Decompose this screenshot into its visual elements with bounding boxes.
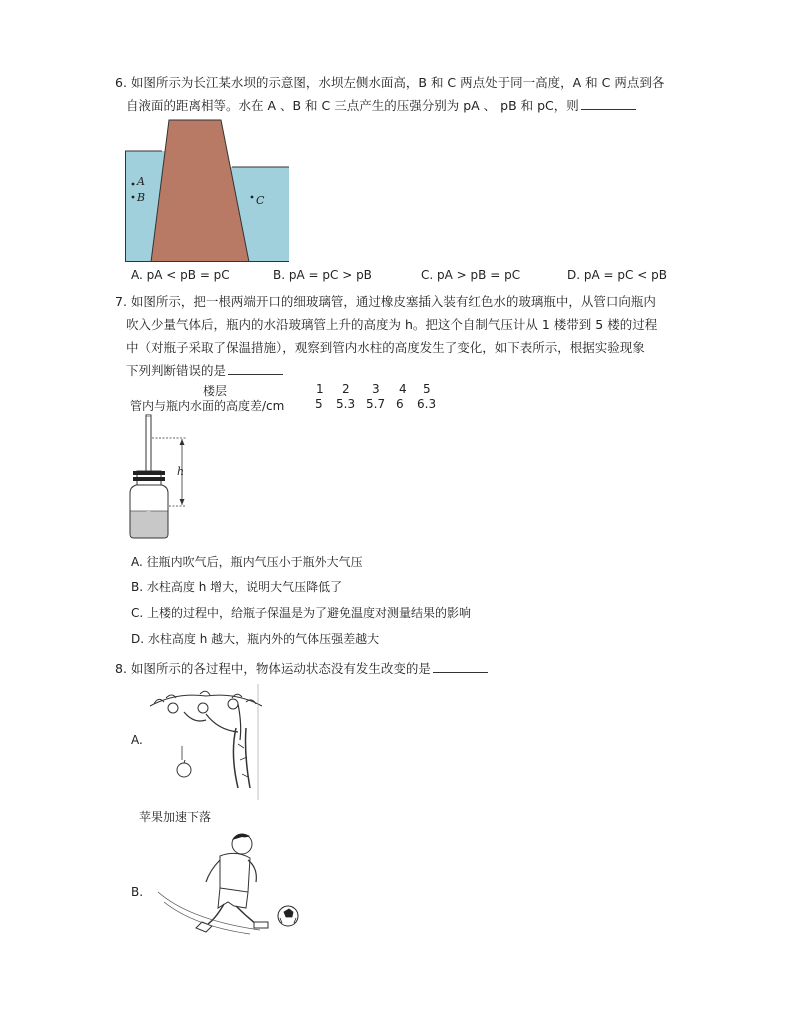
- q8-stem-text: 8. 如图所示的各过程中，物体运动状态没有发生改变的是: [115, 661, 431, 676]
- q6-option-a[interactable]: [131, 268, 230, 282]
- q7-stem-line4-text: 下列判断错误的是: [126, 363, 227, 378]
- dam-body: [151, 120, 249, 262]
- q7-answer-blank: [228, 362, 283, 375]
- tube-water-bottom: [147, 511, 151, 523]
- q7-option-a[interactable]: [131, 553, 363, 570]
- q7-option-b[interactable]: [131, 578, 342, 595]
- falling-apple-icon: [177, 763, 191, 777]
- q6-answer-blank: [581, 97, 636, 110]
- floor-2: 2: [342, 382, 350, 396]
- q7-option-d[interactable]: [131, 630, 379, 647]
- point-A-label: A: [137, 175, 145, 188]
- apple-3-icon: [228, 699, 238, 709]
- apple-1-icon: [168, 703, 178, 713]
- q6-option-c-letter: C.: [421, 268, 434, 282]
- floor-5: 5: [423, 382, 431, 396]
- floor-1: 1: [316, 382, 324, 396]
- q7-data-table: [130, 382, 450, 416]
- dam-diagram: [125, 118, 289, 262]
- q7-stem-line4: [126, 362, 283, 380]
- height-5: 6.3: [417, 397, 437, 411]
- q7-option-a-letter: A.: [131, 555, 143, 569]
- q6-stem-line2: [126, 97, 636, 115]
- rubber-stopper-bottom: [133, 477, 165, 481]
- point-A-dot: [132, 183, 135, 186]
- point-C-dot: [251, 196, 254, 199]
- point-B-label: B: [137, 191, 146, 204]
- q6-stem-line2-text: 自液面的距离相等。水在 A 、B 和 C 三点产生的压强分别为 pA 、 pB 和 pC，则: [126, 98, 579, 113]
- q8-option-a-caption: 苹果加速下落: [139, 810, 212, 824]
- player-right-shoe: [254, 922, 268, 928]
- tree-trunk: [233, 728, 250, 788]
- q7-option-b-text: 水柱高度 h 增大，说明大气压降低了: [146, 580, 343, 594]
- q6-stem-line1: 6. 如图所示为长江某水坝的示意图，水坝左侧水面高，B 和 C 两点处于同一高度，A 和 C 两点到各: [115, 75, 665, 90]
- player-shirt: [220, 853, 250, 893]
- q6-option-a-letter: A.: [131, 268, 143, 282]
- tube-water-column: [147, 415, 151, 417]
- player-shorts: [218, 888, 248, 908]
- rubber-stopper-top: [133, 471, 165, 475]
- q7-option-d-text: 水柱高度 h 越大，瓶内外的气体压强差越大: [147, 632, 380, 646]
- q6-option-b-letter: B.: [273, 268, 286, 282]
- q7-option-a-text: 往瓶内吹气后，瓶内气压小于瓶外大气压: [146, 555, 363, 569]
- q6-option-c[interactable]: [421, 268, 520, 282]
- q8-option-a-letter[interactable]: A.: [131, 733, 143, 747]
- q8-stem-line1: [115, 660, 488, 678]
- height-4: 6: [396, 397, 404, 411]
- q6-option-d-text: pA = pC < pB: [583, 268, 667, 282]
- q7-option-c-text: 上楼的过程中，给瓶子保温是为了避免温度对测量结果的影响: [147, 606, 472, 620]
- q7-stem-line2: 吹入少量气体后，瓶内的水沿玻璃管上升的高度为 h。把这个自制气压计从 1 楼带到 5 楼的过程: [126, 317, 658, 332]
- q7-option-c-letter: C.: [131, 606, 144, 620]
- q6-option-d-letter: D.: [567, 268, 581, 282]
- h-arrow-bottom: [180, 499, 185, 505]
- apple-2-icon: [198, 703, 208, 713]
- q6-option-a-text: pA < pB = pC: [146, 268, 230, 282]
- floor-4: 4: [399, 382, 407, 396]
- q7-option-b-letter: B.: [131, 580, 144, 594]
- height-1: 5: [315, 397, 323, 411]
- table-row-label: 管内与瓶内水面的高度差/cm: [130, 399, 285, 413]
- q6-option-c-text: pA > pB = pC: [437, 268, 521, 282]
- point-C-label: C: [256, 194, 265, 207]
- h-label: h: [177, 465, 185, 478]
- floor-3: 3: [372, 382, 380, 396]
- barometer-diagram: [118, 413, 208, 543]
- apple-tree-image: [146, 684, 266, 800]
- q6-option-b[interactable]: [273, 268, 372, 282]
- q7-option-d-letter: D.: [131, 632, 145, 646]
- q8-answer-blank: [433, 660, 488, 673]
- q7-stem-line1: 7. 如图所示，把一根两端开口的细玻璃管，通过橡皮塞插入装有红色水的玻璃瓶中，从管口向瓶内: [115, 294, 656, 309]
- q7-stem-line3: 中（对瓶子采取了保温措施），观察到管内水柱的高度发生了变化，如下表所示，根据实验现象: [126, 340, 645, 355]
- point-B-dot: [132, 196, 135, 199]
- h-arrow-top: [180, 439, 185, 445]
- height-2: 5.3: [336, 397, 356, 411]
- q7-option-c[interactable]: [131, 604, 471, 621]
- table-header-label: 楼层: [203, 384, 228, 398]
- q6-option-b-text: pA = pC > pB: [288, 268, 372, 282]
- soccer-kick-image: [150, 830, 306, 946]
- height-3: 5.7: [366, 397, 386, 411]
- q8-option-b-letter[interactable]: B.: [131, 885, 144, 899]
- q6-option-d[interactable]: [567, 268, 667, 282]
